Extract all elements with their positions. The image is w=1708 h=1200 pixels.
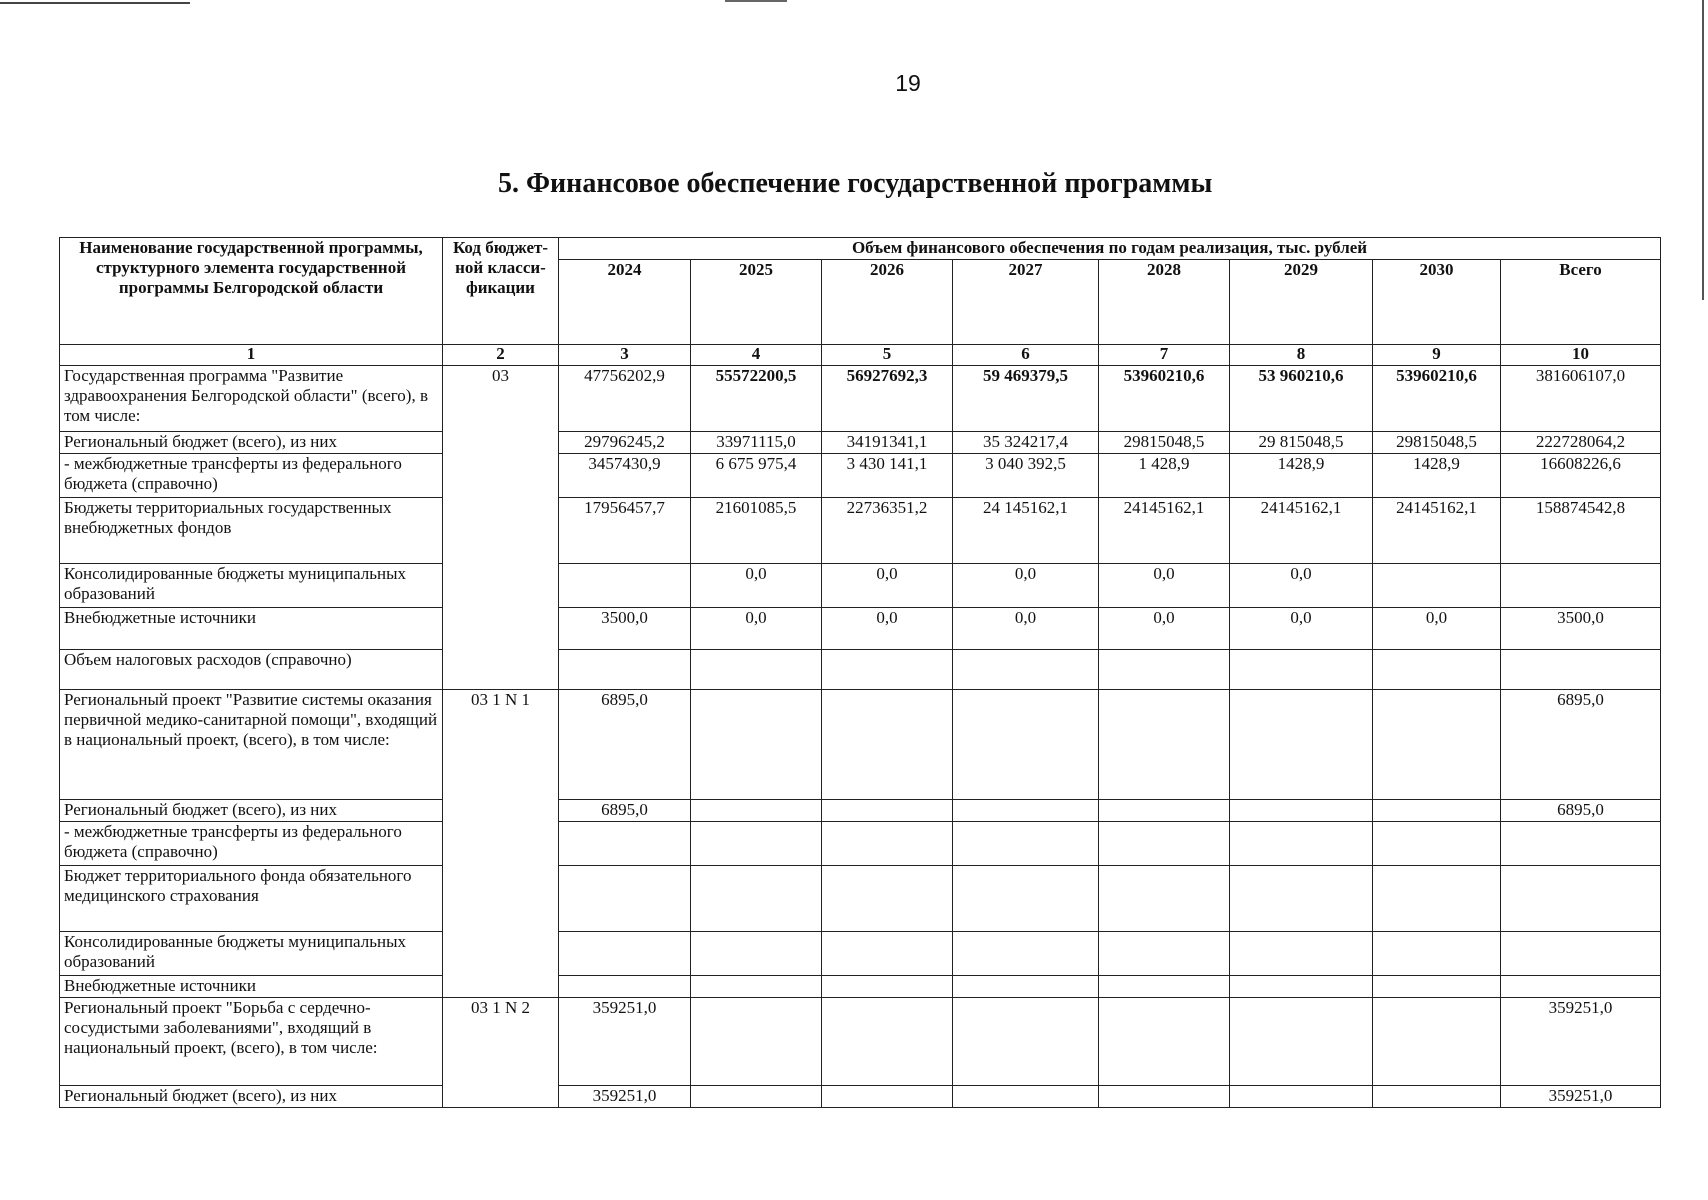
table-row [60, 690, 1661, 800]
value-cell [822, 866, 953, 932]
value-cell [1373, 650, 1501, 690]
value-cell: 35 324217,4 [953, 432, 1099, 454]
column-index: 8 [1230, 345, 1373, 366]
value-cell: 381606107,0 [1501, 366, 1661, 432]
value-cell: 34191341,1 [822, 432, 953, 454]
row-name: Региональный проект "Развитие системы оказания первичной медико-санитарной помощи", входящий в национальный проект, (всего), в том числе: [60, 690, 443, 800]
value-cell: 3 430 141,1 [822, 454, 953, 498]
table-row [60, 454, 1661, 498]
value-cell [822, 822, 953, 866]
value-cell [1373, 822, 1501, 866]
row-name: Региональный проект "Борьба с сердечно-сосудистыми заболеваниями", входящий в национальный проект, (всего), в том числе: [60, 998, 443, 1086]
value-cell: 16608226,6 [1501, 454, 1661, 498]
value-cell [822, 800, 953, 822]
value-cell: 0,0 [1099, 564, 1230, 608]
value-cell [1099, 1086, 1230, 1108]
value-cell: 33971115,0 [691, 432, 822, 454]
value-cell: 29815048,5 [1373, 432, 1501, 454]
financing-table [59, 237, 1661, 1108]
value-cell [1230, 932, 1373, 976]
value-cell: 0,0 [1373, 608, 1501, 650]
value-cell [953, 998, 1099, 1086]
value-cell: 222728064,2 [1501, 432, 1661, 454]
value-cell: 158874542,8 [1501, 498, 1661, 564]
value-cell: 6895,0 [559, 690, 691, 800]
header-name: Наименование государственной программы, структурного элемента государственной программы Белгородской области [60, 238, 443, 345]
value-cell: 3457430,9 [559, 454, 691, 498]
table-row [60, 650, 1661, 690]
value-cell: 6895,0 [1501, 800, 1661, 822]
value-cell: 24145162,1 [1373, 498, 1501, 564]
value-cell [559, 650, 691, 690]
section-title: 5. Финансовое обеспечение государственной программы [498, 168, 1213, 199]
value-cell [691, 932, 822, 976]
value-cell [691, 976, 822, 998]
value-cell: 3 040 392,5 [953, 454, 1099, 498]
value-cell: 24145162,1 [1230, 498, 1373, 564]
page-number: 19 [895, 70, 921, 96]
value-cell [691, 650, 822, 690]
value-cell [1099, 822, 1230, 866]
value-cell [822, 932, 953, 976]
header-year: 2026 [822, 260, 953, 345]
row-name: Внебюджетные источники [60, 976, 443, 998]
value-cell [1373, 690, 1501, 800]
scan-edge-line [0, 2, 190, 4]
value-cell: 3500,0 [559, 608, 691, 650]
value-cell [559, 976, 691, 998]
value-cell: 0,0 [953, 564, 1099, 608]
value-cell [953, 650, 1099, 690]
value-cell: 1 428,9 [1099, 454, 1230, 498]
value-cell [1373, 1086, 1501, 1108]
header-year: 2025 [691, 260, 822, 345]
row-name: Консолидированные бюджеты муниципальных образований [60, 564, 443, 608]
value-cell [953, 800, 1099, 822]
value-cell [1501, 866, 1661, 932]
value-cell [1501, 650, 1661, 690]
value-cell [1099, 800, 1230, 822]
value-cell: 0,0 [1099, 608, 1230, 650]
value-cell: 359251,0 [559, 998, 691, 1086]
value-cell: 6 675 975,4 [691, 454, 822, 498]
header-year: 2030 [1373, 260, 1501, 345]
header-total: Всего [1501, 260, 1661, 345]
value-cell [1373, 800, 1501, 822]
header-year: 2027 [953, 260, 1099, 345]
value-cell: 3500,0 [1501, 608, 1661, 650]
value-cell [953, 690, 1099, 800]
row-name: Региональный бюджет (всего), из них [60, 432, 443, 454]
value-cell [1099, 690, 1230, 800]
value-cell [953, 976, 1099, 998]
column-index: 7 [1099, 345, 1230, 366]
table-row [60, 932, 1661, 976]
value-cell [1099, 866, 1230, 932]
value-cell [559, 866, 691, 932]
row-name: Государственная программа "Развитие здравоохранения Белгородской области" (всего), в том числе: [60, 366, 443, 432]
column-index: 1 [60, 345, 443, 366]
header-year: 2024 [559, 260, 691, 345]
value-cell: 17956457,7 [559, 498, 691, 564]
value-cell [1230, 690, 1373, 800]
value-cell [559, 822, 691, 866]
column-index: 6 [953, 345, 1099, 366]
table-row [60, 498, 1661, 564]
value-cell: 24 145162,1 [953, 498, 1099, 564]
value-cell: 0,0 [1230, 564, 1373, 608]
value-cell [822, 690, 953, 800]
value-cell [953, 1086, 1099, 1108]
value-cell [1501, 822, 1661, 866]
row-name: Объем налоговых расходов (справочно) [60, 650, 443, 690]
value-cell: 359251,0 [1501, 1086, 1661, 1108]
value-cell [1373, 932, 1501, 976]
value-cell: 53960210,6 [1373, 366, 1501, 432]
value-cell [1099, 932, 1230, 976]
table-row [60, 866, 1661, 932]
row-name: Внебюджетные источники [60, 608, 443, 650]
value-cell: 47756202,9 [559, 366, 691, 432]
value-cell [691, 800, 822, 822]
row-name: Бюджет территориального фонда обязательного медицинского страхования [60, 866, 443, 932]
value-cell [1373, 998, 1501, 1086]
table-row [60, 822, 1661, 866]
value-cell: 53960210,6 [1099, 366, 1230, 432]
table-row [60, 998, 1661, 1086]
value-cell: 0,0 [822, 608, 953, 650]
table-row [60, 432, 1661, 454]
table-row [60, 564, 1661, 608]
value-cell: 56927692,3 [822, 366, 953, 432]
row-name: - межбюджетные трансферты из федерального бюджета (справочно) [60, 822, 443, 866]
value-cell [1501, 564, 1661, 608]
value-cell: 6895,0 [1501, 690, 1661, 800]
row-code: 03 [443, 366, 559, 690]
column-index: 5 [822, 345, 953, 366]
value-cell: 0,0 [822, 564, 953, 608]
value-cell [1099, 650, 1230, 690]
value-cell: 21601085,5 [691, 498, 822, 564]
value-cell [1501, 976, 1661, 998]
value-cell: 29796245,2 [559, 432, 691, 454]
value-cell: 359251,0 [1501, 998, 1661, 1086]
column-index: 10 [1501, 345, 1661, 366]
value-cell: 0,0 [1230, 608, 1373, 650]
value-cell [691, 1086, 822, 1108]
value-cell: 359251,0 [559, 1086, 691, 1108]
scan-edge-line [725, 0, 787, 2]
header-volume: Объем финансового обеспечения по годам реализация, тыс. рублей [559, 238, 1661, 260]
value-cell [1373, 976, 1501, 998]
value-cell: 0,0 [691, 564, 822, 608]
value-cell: 0,0 [691, 608, 822, 650]
value-cell: 29 815048,5 [1230, 432, 1373, 454]
value-cell [953, 866, 1099, 932]
value-cell [1230, 1086, 1373, 1108]
value-cell [691, 866, 822, 932]
value-cell [1230, 800, 1373, 822]
table-row [60, 1086, 1661, 1108]
value-cell [691, 822, 822, 866]
column-index: 2 [443, 345, 559, 366]
table-row [60, 800, 1661, 822]
value-cell [1230, 822, 1373, 866]
value-cell [1230, 650, 1373, 690]
value-cell [1099, 976, 1230, 998]
header-code: Код бюджет-ной класси-фикации [443, 238, 559, 345]
value-cell: 1428,9 [1230, 454, 1373, 498]
value-cell: 59 469379,5 [953, 366, 1099, 432]
value-cell [559, 564, 691, 608]
value-cell [1230, 998, 1373, 1086]
table-row [60, 976, 1661, 998]
value-cell [953, 822, 1099, 866]
value-cell: 1428,9 [1373, 454, 1501, 498]
column-index: 4 [691, 345, 822, 366]
value-cell [953, 932, 1099, 976]
table-row [60, 366, 1661, 432]
scan-edge-line [1702, 0, 1704, 300]
value-cell: 29815048,5 [1099, 432, 1230, 454]
value-cell [691, 690, 822, 800]
value-cell: 55572200,5 [691, 366, 822, 432]
value-cell [1501, 932, 1661, 976]
table-row [60, 608, 1661, 650]
value-cell [1230, 866, 1373, 932]
row-name: Региональный бюджет (всего), из них [60, 1086, 443, 1108]
value-cell [1373, 564, 1501, 608]
row-name: - межбюджетные трансферты из федерального бюджета (справочно) [60, 454, 443, 498]
value-cell [822, 976, 953, 998]
value-cell [822, 650, 953, 690]
row-name: Бюджеты территориальных государственных внебюджетных фондов [60, 498, 443, 564]
value-cell [1373, 866, 1501, 932]
column-index: 9 [1373, 345, 1501, 366]
value-cell: 6895,0 [559, 800, 691, 822]
value-cell [1230, 976, 1373, 998]
row-code: 03 1 N 2 [443, 998, 559, 1108]
value-cell [822, 1086, 953, 1108]
value-cell: 0,0 [953, 608, 1099, 650]
value-cell: 53 960210,6 [1230, 366, 1373, 432]
value-cell [559, 932, 691, 976]
row-name: Региональный бюджет (всего), из них [60, 800, 443, 822]
row-code: 03 1 N 1 [443, 690, 559, 998]
header-year: 2029 [1230, 260, 1373, 345]
header-year: 2028 [1099, 260, 1230, 345]
value-cell [1099, 998, 1230, 1086]
column-index: 3 [559, 345, 691, 366]
value-cell [691, 998, 822, 1086]
value-cell [822, 998, 953, 1086]
value-cell: 24145162,1 [1099, 498, 1230, 564]
row-name: Консолидированные бюджеты муниципальных образований [60, 932, 443, 976]
value-cell: 22736351,2 [822, 498, 953, 564]
